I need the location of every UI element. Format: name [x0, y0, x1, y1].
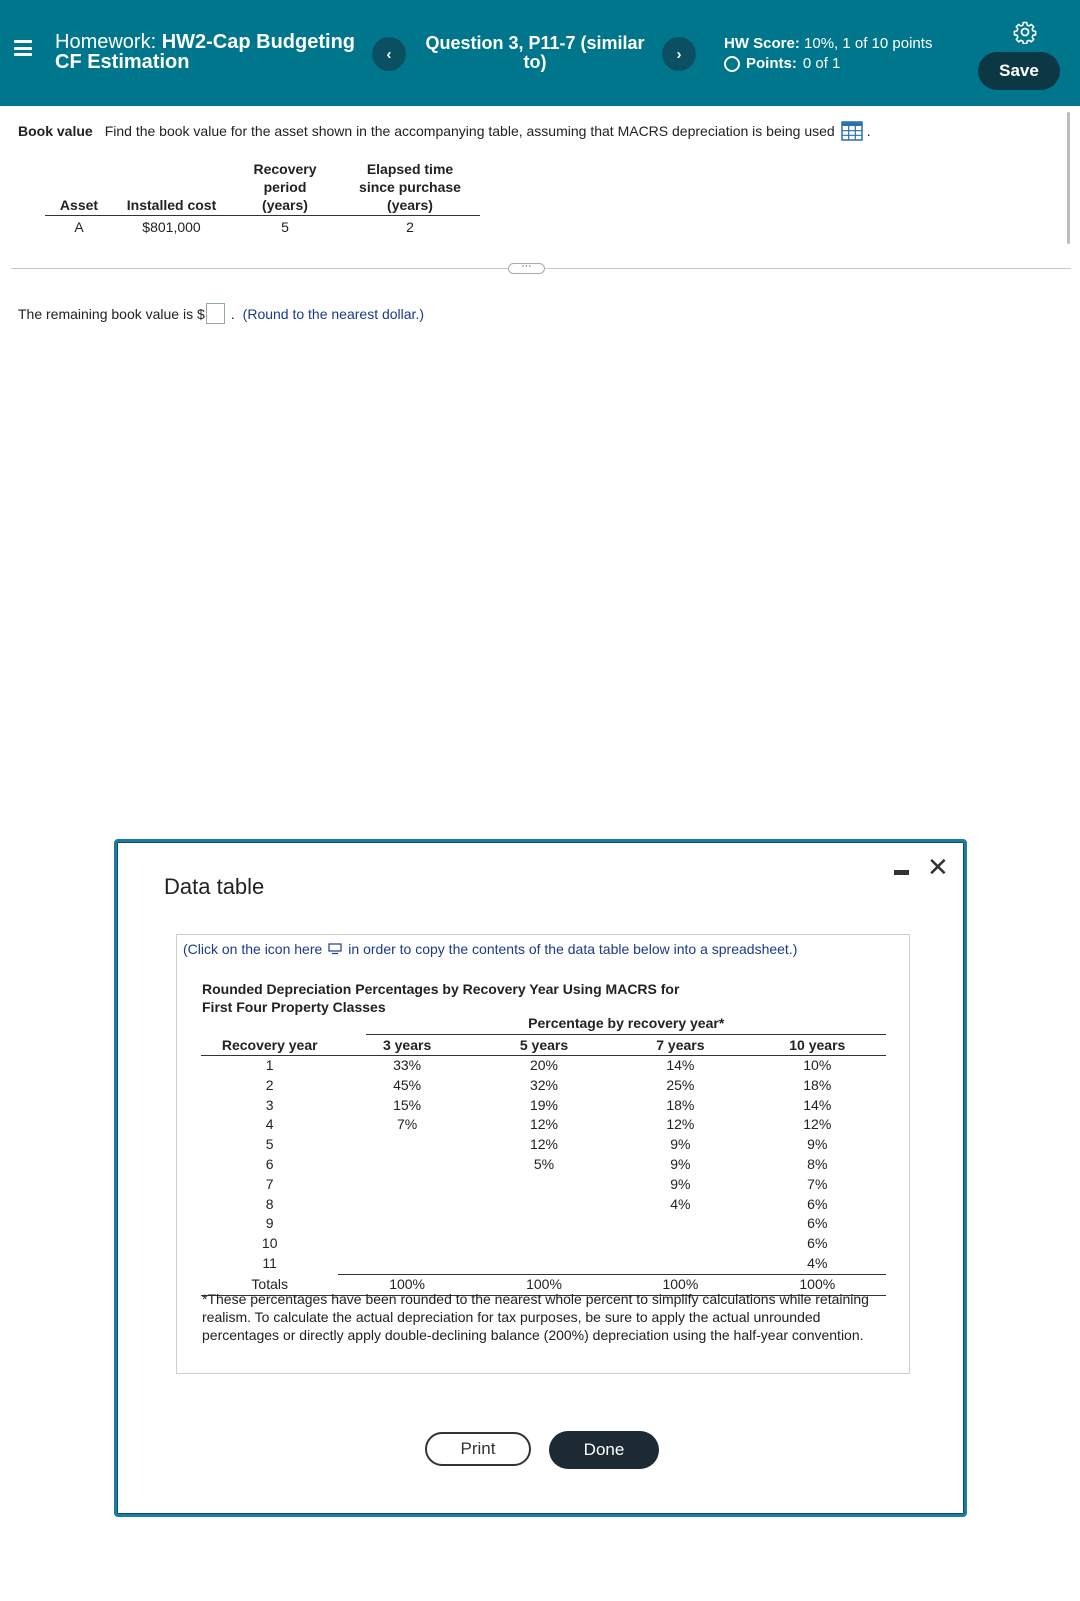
close-icon[interactable]: ✕: [927, 852, 949, 882]
table-cell: [612, 1214, 748, 1234]
homework-name-line2: CF Estimation: [55, 51, 190, 73]
table-cell: 6%: [807, 1235, 828, 1252]
totals-cell: 100%: [476, 1274, 612, 1295]
chevron-right-icon: ›: [676, 45, 682, 63]
totals-cell: 100%: [612, 1274, 748, 1295]
table-cell: 9%: [670, 1155, 691, 1172]
table-row: [201, 1155, 886, 1175]
table-cell: 12%: [529, 1116, 559, 1133]
footnote: *These percentages have been rounded to the nearest whole percent to simplify calculations while retaining realism. To calculate the actual depreciation for tax purposes, be sure to apply the actual unrounded percentages or directly apply double-declining balance (200%) depreciation using the half-year convention.: [202, 1291, 869, 1343]
homework-name-line1: HW2-Cap Budgeting: [161, 31, 356, 53]
question-text: Find the book value for the asset shown in the accompanying table, assuming that MACRS depreciation is being used: [104, 123, 835, 139]
table-cell: 33%: [393, 1057, 422, 1073]
macrs-table: [201, 1013, 886, 1296]
table-cell: 12%: [803, 1116, 832, 1133]
table-row: [201, 1214, 886, 1234]
macrs-table-heading: Rounded Depreciation Percentages by Recovery Year Using MACRS for First Four Property Classes: [202, 981, 680, 1015]
totals-label: Totals: [201, 1274, 338, 1295]
table-cell: [338, 1234, 475, 1254]
scrollbar[interactable]: [1067, 112, 1070, 244]
copy-instruction: [183, 941, 797, 957]
header-installed-cost: Installed cost: [113, 160, 230, 216]
table-cell: 9%: [807, 1136, 828, 1153]
answer-line: [18, 303, 424, 324]
table-cell: 32%: [529, 1076, 559, 1093]
table-cell: 10%: [803, 1057, 832, 1073]
table-cell: 5: [265, 1136, 274, 1153]
header-recovery-period: Recovery period (years): [230, 160, 340, 216]
table-cell: [338, 1195, 475, 1215]
col-5-years: 5 years: [476, 1035, 612, 1056]
answer-suffix: .: [230, 305, 235, 322]
col-10-years: 10 years: [749, 1035, 886, 1056]
table-row: [201, 1195, 886, 1215]
table-cell: 2: [265, 1076, 274, 1093]
question-title: [420, 34, 650, 72]
table-cell: 11: [262, 1255, 277, 1272]
asset-id: A: [74, 219, 84, 235]
table-cell: 18%: [666, 1096, 695, 1113]
table-cell: 18%: [803, 1076, 832, 1093]
points-label: Points:: [746, 55, 797, 72]
percentage-group-header: Percentage by recovery year*: [338, 1013, 886, 1035]
table-row: [201, 1076, 886, 1096]
points-circle-icon: [724, 56, 740, 72]
table-cell: [476, 1234, 612, 1254]
question-prompt: [18, 121, 871, 141]
header-elapsed-time: Elapsed time since purchase (years): [340, 160, 480, 216]
table-cell: 8%: [807, 1155, 828, 1172]
table-cell: 9: [265, 1215, 274, 1232]
table-row: [201, 1135, 886, 1155]
table-cell: 5%: [533, 1155, 555, 1172]
installed-cost: $801,000: [142, 219, 201, 235]
table-cell: 25%: [666, 1076, 695, 1093]
rounding-hint: (Round to the nearest dollar.): [242, 305, 425, 322]
col-recovery-year: Recovery year: [201, 1035, 338, 1056]
table-cell: 6: [265, 1155, 274, 1172]
table-cell: 15%: [393, 1096, 422, 1113]
asset-table: [45, 160, 480, 236]
copy-icon[interactable]: [328, 943, 342, 955]
hw-score-value: 10%, 1 of 10 points: [804, 35, 933, 52]
recovery-period: 5: [281, 219, 289, 235]
table-cell: [476, 1175, 612, 1195]
table-cell: 4%: [807, 1254, 828, 1271]
dialog-title: Data table: [164, 874, 265, 899]
table-cell: 12%: [529, 1136, 559, 1153]
table-cell: 12%: [666, 1116, 695, 1133]
table-cell: 14%: [803, 1096, 832, 1113]
table-cell: 7%: [396, 1116, 418, 1133]
table-cell: [612, 1254, 748, 1274]
table-row: [201, 1096, 886, 1116]
data-table-panel: [176, 934, 910, 1374]
table-cell: [476, 1195, 612, 1215]
table-cell: [338, 1135, 475, 1155]
copy-text-before: (Click on the icon here: [183, 941, 323, 957]
data-table-dialog: [114, 839, 967, 1517]
macrs-column-headers: [201, 1035, 886, 1056]
table-cell: [476, 1254, 612, 1274]
next-question-button[interactable]: [662, 37, 696, 71]
totals-cell: 100%: [338, 1274, 475, 1295]
score-panel: [724, 34, 932, 74]
question-period: .: [866, 123, 871, 139]
table-cell: 3: [265, 1096, 274, 1113]
table-cell: 7: [265, 1175, 274, 1192]
minimize-icon[interactable]: [894, 870, 909, 875]
points: [724, 54, 932, 74]
save-button[interactable]: Save: [978, 52, 1060, 90]
table-cell: [338, 1155, 475, 1175]
table-cell: 4%: [670, 1195, 691, 1212]
col-7-years: 7 years: [612, 1035, 748, 1056]
points-value: 0 of 1: [802, 55, 841, 72]
hw-score: [724, 34, 932, 54]
table-cell: [612, 1234, 748, 1254]
header-asset: Asset: [45, 160, 113, 216]
table-cell: 45%: [393, 1076, 422, 1093]
print-button[interactable]: Print: [425, 1432, 531, 1466]
expand-more-button[interactable]: ⋯: [508, 263, 545, 274]
table-cell: 14%: [666, 1057, 695, 1073]
copy-text-after: in order to copy the contents of the data table below into a spreadsheet.): [348, 941, 798, 957]
top-bar: [0, 0, 1080, 106]
table-cell: 6%: [807, 1195, 828, 1212]
col-3-years: 3 years: [338, 1035, 475, 1056]
table-cell: 19%: [529, 1096, 559, 1113]
table-cell: 1: [265, 1057, 274, 1073]
table-row: [45, 216, 480, 237]
table-cell: 20%: [529, 1057, 559, 1073]
question-title-line1: Question 3, P11-7 (similar: [425, 33, 645, 53]
hw-score-label: HW Score:: [724, 35, 800, 52]
table-cell: 6%: [807, 1215, 828, 1232]
menu-icon[interactable]: [14, 40, 32, 56]
data-table-icon[interactable]: [841, 121, 863, 141]
table-row: [201, 1254, 886, 1274]
table-row: [201, 1175, 886, 1195]
totals-cell: 100%: [749, 1274, 886, 1295]
previous-question-button[interactable]: [372, 37, 406, 71]
answer-prefix: The remaining book value is $: [18, 305, 205, 322]
table-cell: 10: [261, 1235, 278, 1252]
table-row: [201, 1056, 886, 1076]
asset-table-header: [45, 160, 480, 216]
book-value-input[interactable]: [206, 303, 225, 324]
question-title-line2: to): [523, 52, 547, 72]
homework-title: [55, 32, 375, 72]
table-cell: [476, 1214, 612, 1234]
macrs-table-body: [201, 1056, 886, 1296]
table-cell: 9%: [670, 1136, 691, 1153]
table-cell: 9%: [670, 1175, 691, 1192]
table-cell: [338, 1175, 475, 1195]
table-row: [201, 1115, 886, 1135]
chevron-left-icon: ‹: [386, 45, 392, 63]
table-cell: 4: [265, 1116, 274, 1133]
elapsed-time: 2: [406, 219, 414, 235]
question-label: Book value: [18, 123, 93, 139]
table-cell: 8: [265, 1195, 274, 1212]
table-cell: 7%: [807, 1175, 828, 1192]
table-row: [201, 1234, 886, 1254]
table-cell: [338, 1214, 475, 1234]
table-cell: [338, 1254, 475, 1274]
gear-icon[interactable]: [1013, 20, 1037, 44]
homework-prefix: Homework:: [55, 31, 157, 53]
done-button[interactable]: Done: [549, 1431, 659, 1469]
